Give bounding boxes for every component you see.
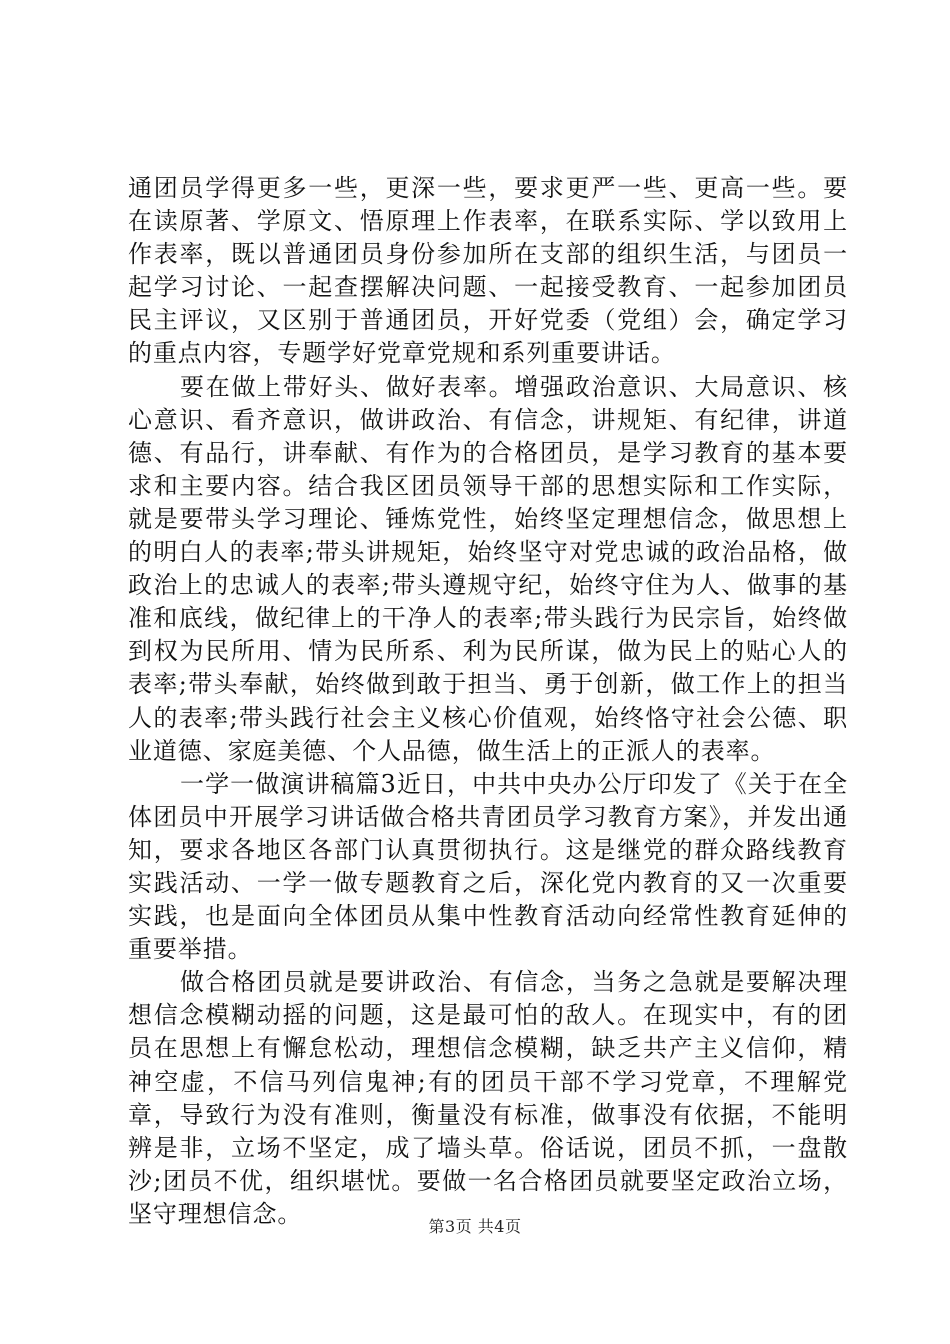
paragraph-1: 通团员学得更多一些，更深一些，要求更严一些、更高一些。要在读原著、学原文、悟原理上作表率，在联系实际、学以致用上作表率，既以普通团员身份参加所在支部的组织生活，与团员一起学习讨论、一起查摆解决问题、一起接受教育、一起参加团员民主评议，又区别于普通团员，开好党委（党组）会，确定学习的重点内容，专题学好党章党规和系列重要讲话。 (128, 174, 848, 368)
document-body (128, 172, 848, 1231)
paragraph-4: 做合格团员就是要讲政治、有信念，当务之急就是要解决理想信念模糊动摇的问题，这是最可怕的敌人。在现实中，有的团员在思想上有懈怠松动，理想信念模糊，缺乏共产主义信仰，精神空虚，不信马列信鬼神;有的团员干部不学习党章，不理解党章，导致行为没有准则，衡量没有标准，做事没有依据，不能明辨是非，立场不坚定，成了墙头草。俗话说，团员不抓，一盘散沙;团员不优，组织堪忧。要做一名合格团员就要坚定政治立场，坚守理想信念。 (128, 968, 848, 1228)
page-number-footer: 第3页 共4页 (428, 1217, 522, 1236)
paragraph-3: 一学一做演讲稿篇3近日，中共中央办公厅印发了《关于在全体团员中开展学习讲话做合格共青团员学习教育方案》，并发出通知，要求各地区各部门认真贯彻执行。这是继党的群众路线教育实践活动、一学一做专题教育之后，深化党内教育的又一次重要实践，也是面向全体团员从集中性教育活动向经常性教育延伸的重要举措。 (128, 769, 848, 964)
paragraph-2: 要在做上带好头、做好表率。增强政治意识、大局意识、核心意识、看齐意识，做讲政治、有信念，讲规矩、有纪律，讲道德、有品行，讲奉献、有作为的合格团员，是学习教育的基本要求和主要内容。结合我区团员领导干部的思想实际和工作实际，就是要带头学习理论、锤炼党性，始终坚定理想信念，做思想上的明白人的表率;带头讲规矩，始终坚守对党忠诚的政治品格，做政治上的忠诚人的表率;带头遵规守纪，始终守住为人、做事的基准和底线，做纪律上的干净人的表率;带头践行为民宗旨，始终做到权为民所用、情为民所系、利为民所谋，做为民上的贴心人的表率;带头奉献，始终做到敢于担当、勇于创新，做工作上的担当人的表率;带头践行社会主义核心价值观，始终恪守社会公德、职业道德、家庭美德、个人品德，做生活上的正派人的表率。 (128, 372, 848, 765)
